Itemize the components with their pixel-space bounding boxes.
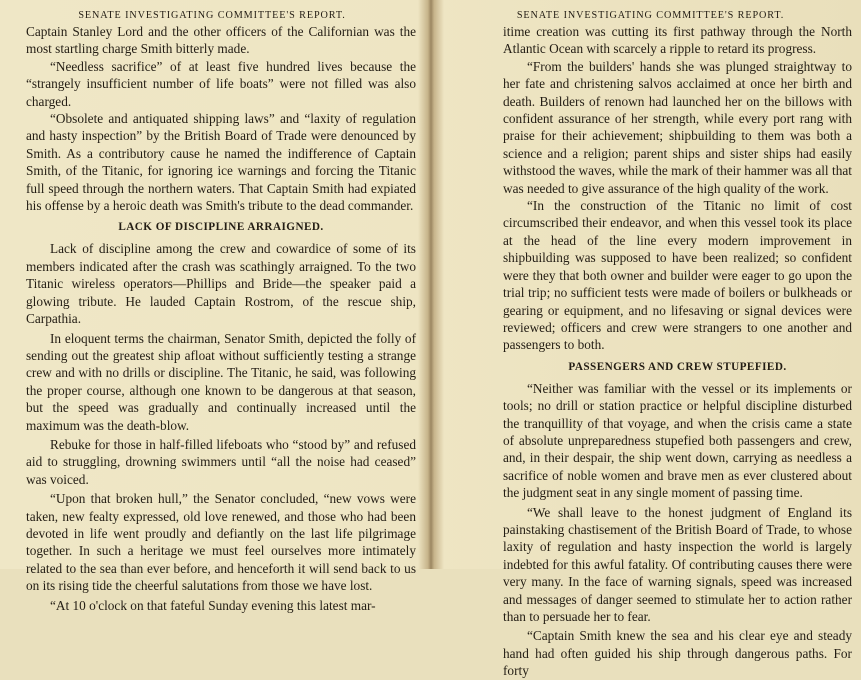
left-subheading: LACK OF DISCIPLINE ARRAIGNED. — [118, 221, 324, 234]
paragraph: “We shall leave to the honest judgment of England its painstaking chastisement of the British Board of Trade, to whose laxity of regulation and hasty inspection the world is largely indebted for this awful fatality. Of contributing causes there were very many. In the face of warning signals, speed was increased and messages of danger seemed to stimulate her to action rather than to persuade her to fear. — [503, 504, 852, 624]
paragraph: In eloquent terms the chairman, Senator Smith, depicted the folly of sending out the greatest ship afloat without sufficiently testing a strange crew and with no drills or discipline. The Titanic, he said, was following the proper course, although one known to be dangerous at that season, but the speed was gradually and continually increased until the maximum was the death-blow. — [26, 330, 416, 433]
paragraph: “Obsolete and antiquated shipping laws” and “laxity of regulation and hasty inspection” by the British Board of Trade were denounced by Smith. As a contributory cause he named the indifference of Captain Smith, of the Titanic, for ignoring ice warnings and forcing the Titanic full speed through the northern waters. That Captain Smith had expiated his offense by a heroic death was Smith's tribute to the dead commander. — [26, 111, 416, 214]
paragraph: “In the construction of the Titanic no limit of cost circumscribed their endeavor, and when this vessel took its place at the head of the line every modern improvement in shipbuilding was supposed to have been realized; so confident were they that both owner and builder were eager to go upon the trial trip; no sufficient tests were made of boilers or bulkheads or gearing or equipment, and no lifesaving or signal devices were reviewed; officers and crew were strangers to one another and passengers to both. — [503, 198, 852, 353]
left-running-head: SENATE INVESTIGATING COMMITTEE'S REPORT. — [78, 10, 346, 21]
paragraph: “Upon that broken hull,” the Senator concluded, “new vows were taken, new fealty expressed, old love renewed, and those who had been devoted in life went proudly and defiantly on the last life pilgrimage together. In such a heritage we must feel ourselves more intimately related to the sea than ever before, and henceforth it will send back to us on its rising tide the cheerful salutations from those we have lost. — [26, 491, 416, 594]
paragraph: Captain Stanley Lord and the other officers of the Californian was the most startling charge Smith bitterly made. — [26, 24, 416, 57]
paragraph: “Needless sacrifice” of at least five hundred lives because the “strangely insufficient number of life boats” were not filled was also charged. — [26, 58, 416, 109]
paragraph: Lack of discipline among the crew and cowardice of some of its members indicated after the crash was scathingly arraigned. To the two Titanic wireless operators—Phillips and Bride—the speaker paid a glowing tribute. He lauded Captain Rostrom, of the rescue ship, Carpathia. — [26, 241, 416, 327]
left-page — [0, 0, 424, 613]
paragraph: itime creation was cutting its first pathway through the North Atlantic Ocean with scarcely a ripple to retard its progress. — [503, 24, 852, 57]
left-page-body — [0, 23, 424, 614]
paragraph: “Captain Smith knew the sea and his clear eye and steady hand had often guided his ship through dangerous paths. For forty — [503, 628, 852, 679]
right-subheading: PASSENGERS AND CREW STUPEFIED. — [568, 360, 787, 373]
right-page — [440, 0, 861, 679]
paragraph: “From the builders' hands she was plunged straightway to her fate and christening salvos acclaimed at once her birth and death. Builders of renown had launched her on the billows with confident assurance of her strength, while every port rang with praise for their achievement; shipbuilding to them was both a science and a religion; parent ships and sister ships had easily withstood the waves, while the mark of their hammer was all that was needed to give assurance of the high quality of the work. — [503, 58, 852, 196]
right-page-body — [440, 23, 861, 680]
paragraph: “At 10 o'clock on that fateful Sunday evening this latest mar- — [50, 597, 376, 613]
paragraph: “Neither was familiar with the vessel or its implements or tools; no drill or station practice or helpful discipline disturbed the tranquillity of that voyage, and when the crisis came a state of absolute unpreparedness stupefied both passengers and crew, and, in their despair, the ship went down, carrying as needless a sacrifice of noble women and brave men as ever clustered about the judgment seat in any single moment of passing time. — [503, 380, 852, 501]
right-running-head: SENATE INVESTIGATING COMMITTEE'S REPORT. — [516, 10, 785, 21]
paragraph: Rebuke for those in half-filled lifeboats who “stood by” and refused aid to struggling, drowning swimmers until “all the noise had ceased” was voiced. — [26, 436, 416, 487]
